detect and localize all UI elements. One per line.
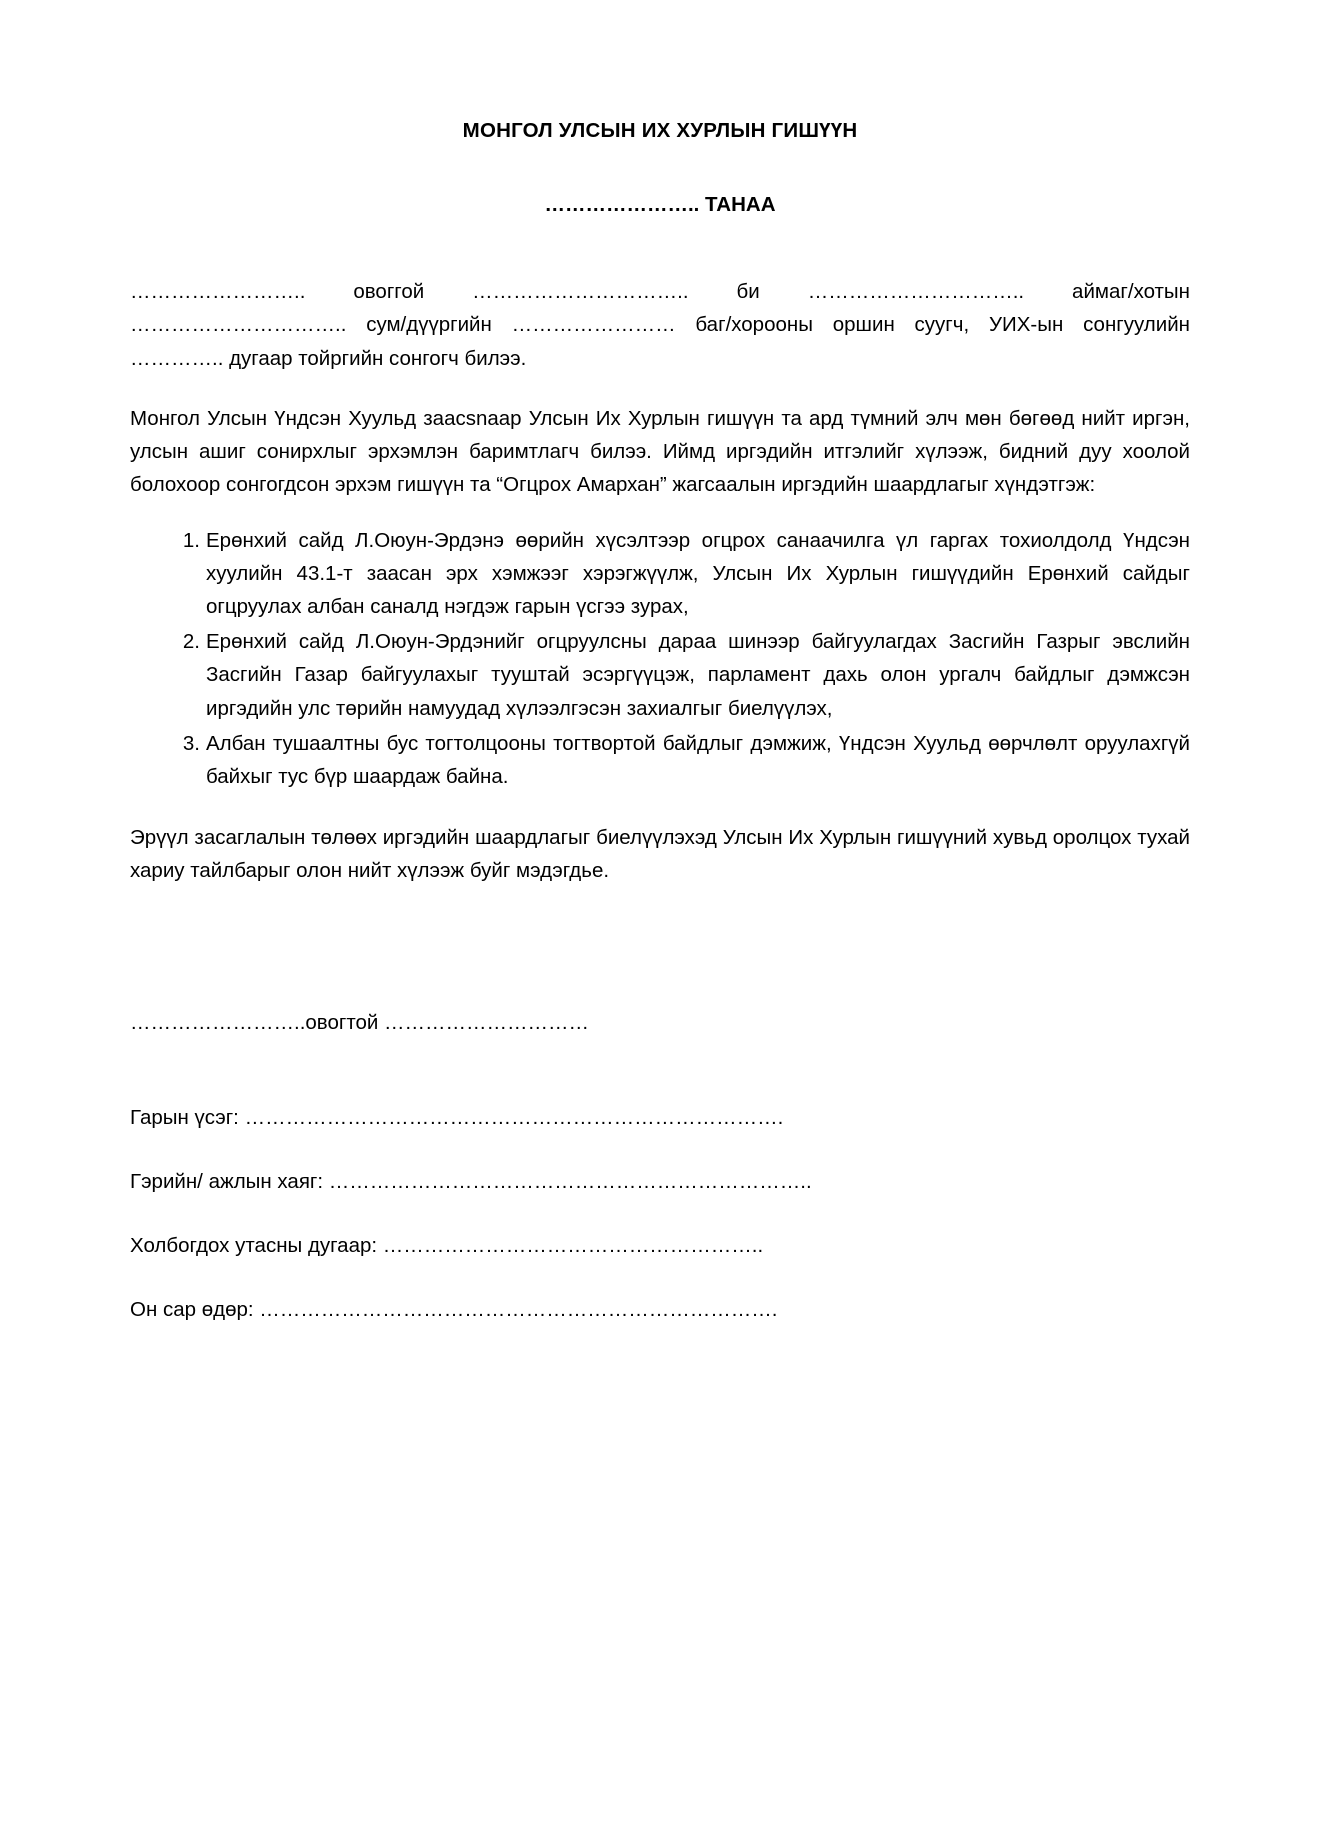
body-paragraph: Монгол Улсын Үндсэн Хуульд заасsnaар Улсын Их Хурлын гишүүн та ард түмний элч мөн бөгөөд нийт иргэн, улсын ашиг сонирхлыг эрхэмлэн баримтлагч билээ. Иймд иргэдийн итгэлийг хүлээж, бидний дуу хоолой болохоор сонгогдсон эрхэм гишүүн та “Огцрох Амархан” жагсаалын иргэдийн шаардлагыг хүндэтгэж: [130,406,1190,497]
field-row-date [130,1293,1190,1326]
list-item [130,625,1190,725]
contact-fields [130,1039,1190,1327]
addressee-line: ………………….. ТАНАА [544,192,776,216]
closing-paragraph: Эрүүл засаглалын төлөөх иргэдийн шаардлагыг биелүүлэхэд Улсын Их Хурлын гишүүний хувьд оролцох тухай хариу тайлбарыг олон нийт хүлээж буйг мэдэгдье. [130,826,1190,883]
list-item-text: Ерөнхий сайд Л.Оюун-Эрдэнэ өөрийн хүсэлтээр огцрох санаачилга үл гаргах тохиолдолд Үндсэн хуулийн 43.1-т заасан эрх хэмжээг хэрэгжүүлж, Улсын Их Хурлын гишүүдийн Ерөнхий сайдыг огцруулах албан саналд нэгдэж гарын үсгээ зурах, [206,528,1190,618]
page-title: МОНГОЛ УЛСЫН ИХ ХУРЛЫН ГИШҮҮН [462,119,858,142]
field-dotted-line[interactable]: …………………………………………………………………. [253,1298,778,1322]
field-label: Холбогдох утасны дугаар: [130,1234,378,1258]
intro-paragraph: …………………….. овоггой ………………………….. би ………………………….. аймаг/хотын ………………………….. сум/дүүргийн …………………… баг/хорооны оршин суугч, УИХ-ын сонгуулийн ………….. дугаар тойргийн сонгогч билээ. [130,280,1190,370]
list-item-text: Албан тушаалтны бус тогтолцооны тогтвортой байдлыг дэмжиж, Үндсэн Хуульд өөрчлөлт оруулахгүй байхыг тус бүр шаардаж байна. [206,731,1190,788]
list-item [130,727,1190,793]
field-dotted-line[interactable]: ……………………………………………………………………. [238,1105,784,1129]
field-row-phone [130,1229,1190,1262]
field-dotted-line[interactable]: ……………………………………………….. [377,1234,764,1258]
field-label: Он сар өдөр: [130,1298,254,1322]
field-label: Гэрийн/ ажлын хаяг: [130,1169,324,1193]
field-row-signature [130,1101,1190,1134]
field-dotted-line[interactable]: …………………………………………………………….. [323,1169,812,1193]
list-item-text: Ерөнхий сайд Л.Оюун-Эрдэнийг огцруулсны дараа шинээр байгуулагдах Засгийн Газрыг эвслийн Засгийн Газар байгуулахыг тууштай эсэргүүцэж, парламент дахь олон ургалч байдлыг дэмжсэн иргэдийн улс төрийн намуудад хүлээлгэсэн захиалгыг биелүүлэх, [206,630,1190,720]
field-row-address [130,1165,1190,1198]
demands-list [130,502,1190,794]
field-label: Гарын үсэг: [130,1105,239,1129]
list-item [130,524,1190,624]
list-item-number: 2. [182,630,200,654]
signature-name-line: ……………………..овогтой ………………………… [130,1010,590,1034]
list-item-number: 1. [182,528,200,552]
list-item-number: 3. [182,731,200,755]
